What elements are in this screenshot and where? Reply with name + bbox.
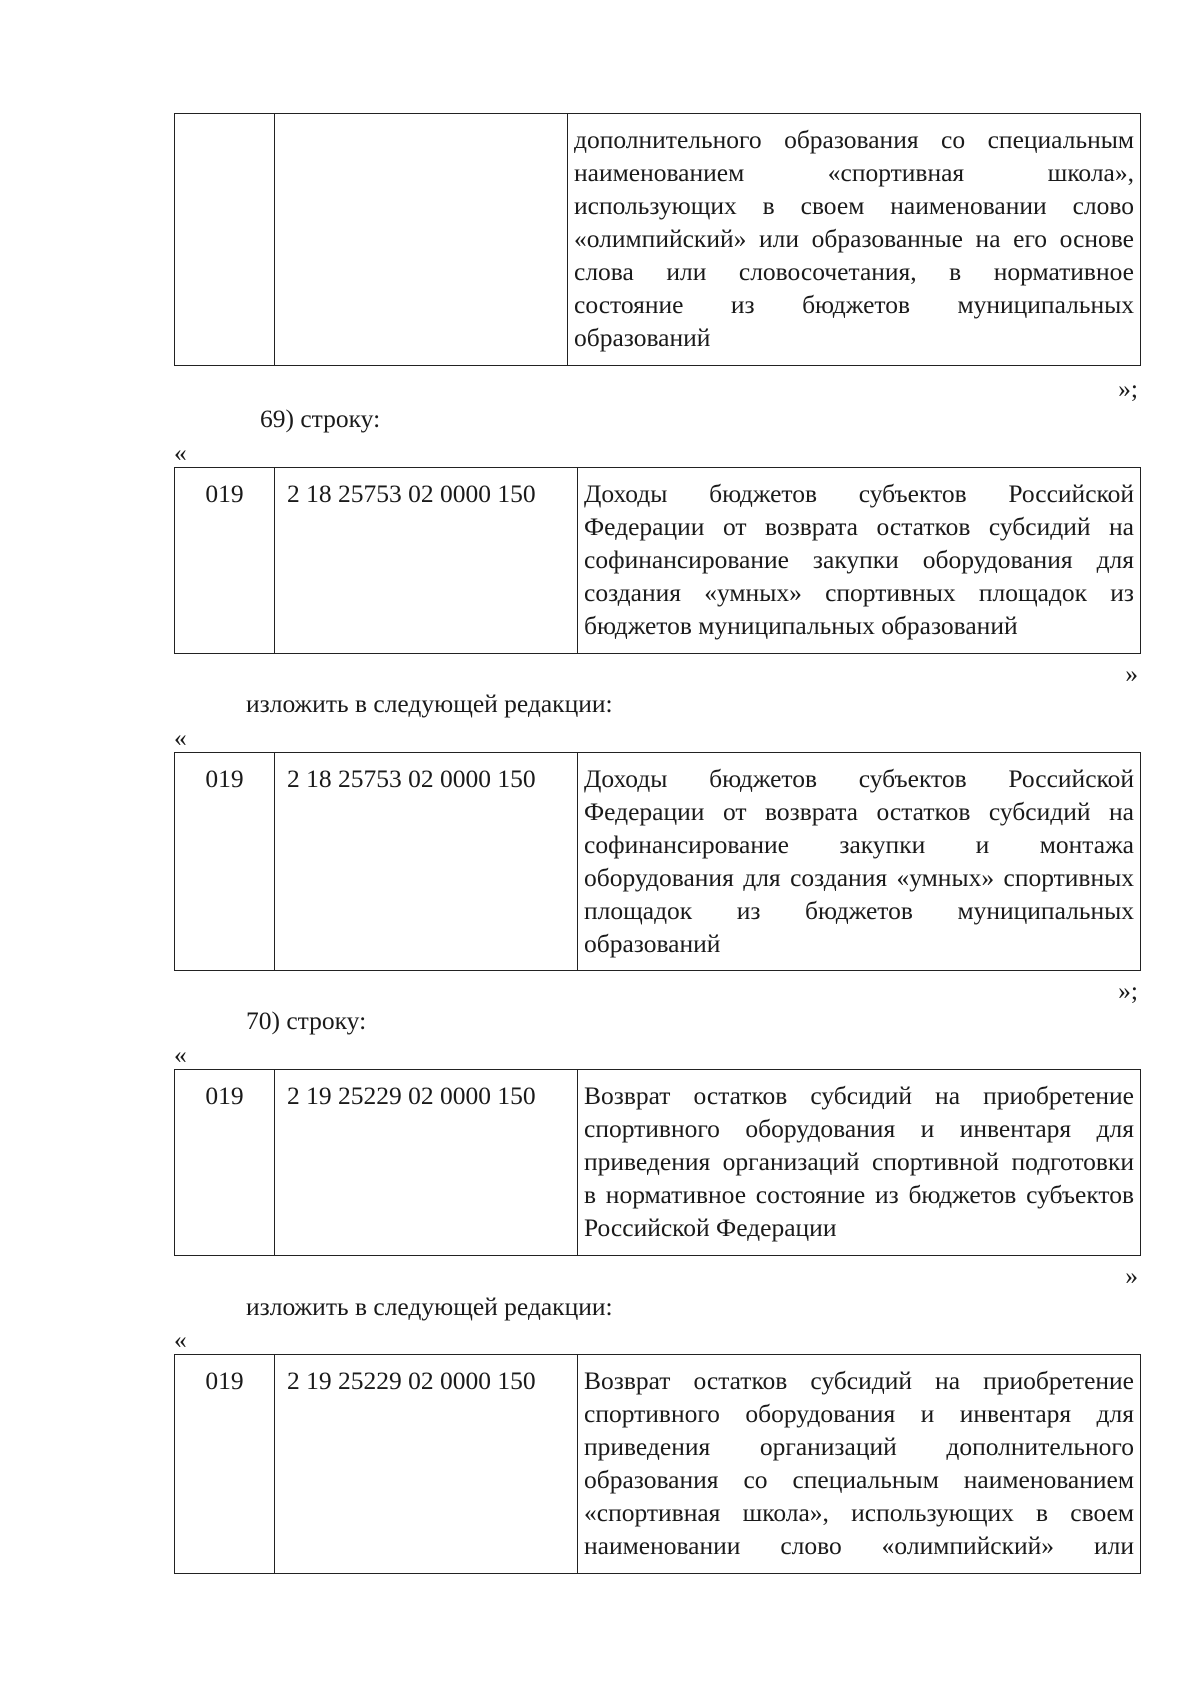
- closing-quote: »;: [1118, 976, 1138, 1005]
- opening-quote: «: [174, 1040, 187, 1069]
- description-cell: дополнительного образования со специальным наименованием «спортивная школа», использующих в своем наименовании слово «олимпийский» или образованные на его основе слова или словосочетания, в нормативное состояние из бюджетов муниципальных образований: [574, 125, 1134, 352]
- item-69-heading: 69) строку:: [260, 404, 381, 433]
- kbk-cell: [275, 114, 568, 365]
- item-70-heading: 70) строку:: [246, 1006, 367, 1035]
- description-cell: Возврат остатков субсидий на приобретение спортивного оборудования и инвентаря для приведения организаций дополнительного образования со специальным наименованием «спортивная школа», использующих в своем наименовании слово «олимпийский» или: [584, 1366, 1134, 1560]
- opening-quote: «: [174, 1325, 187, 1354]
- kbk-cell: 2 18 25753 02 0000 150: [275, 468, 578, 653]
- description-cell: Возврат остатков субсидий на приобретение спортивного оборудования и инвентаря для приведения организаций спортивной подготовки в нормативное состояние из бюджетов субъектов Российской Федерации: [584, 1081, 1134, 1242]
- closing-quote: »;: [1118, 374, 1138, 403]
- description-cell: Доходы бюджетов субъектов Российской Федерации от возврата остатков субсидий на софинансирование закупки и монтажа оборудования для создания «умных» спортивных площадок из бюджетов муниципальных образований: [584, 764, 1134, 958]
- kbk-cell: 2 18 25753 02 0000 150: [275, 753, 578, 970]
- code-cell: 019: [175, 1070, 275, 1255]
- code-cell: 019: [175, 468, 275, 653]
- description-cell: Доходы бюджетов субъектов Российской Федерации от возврата остатков субсидий на софинансирование закупки оборудования для создания «умных» спортивных площадок из бюджетов муниципальных образований: [584, 479, 1134, 640]
- opening-quote: «: [174, 438, 187, 467]
- kbk-cell: 2 19 25229 02 0000 150: [275, 1355, 578, 1573]
- closing-quote: »: [1125, 1261, 1138, 1290]
- code-cell: [175, 114, 275, 365]
- restate-heading: изложить в следующей редакции:: [246, 1292, 613, 1321]
- table-69-new: [174, 752, 1141, 971]
- table-70-new: [174, 1354, 1141, 1574]
- code-cell: 019: [175, 753, 275, 970]
- kbk-cell: 2 19 25229 02 0000 150: [275, 1070, 578, 1255]
- table-continuation: [174, 113, 1141, 366]
- restate-heading: изложить в следующей редакции:: [246, 689, 613, 718]
- closing-quote: »: [1125, 659, 1138, 688]
- code-cell: 019: [175, 1355, 275, 1573]
- opening-quote: «: [174, 723, 187, 752]
- table-69-old: [174, 467, 1141, 654]
- table-70-old: [174, 1069, 1141, 1256]
